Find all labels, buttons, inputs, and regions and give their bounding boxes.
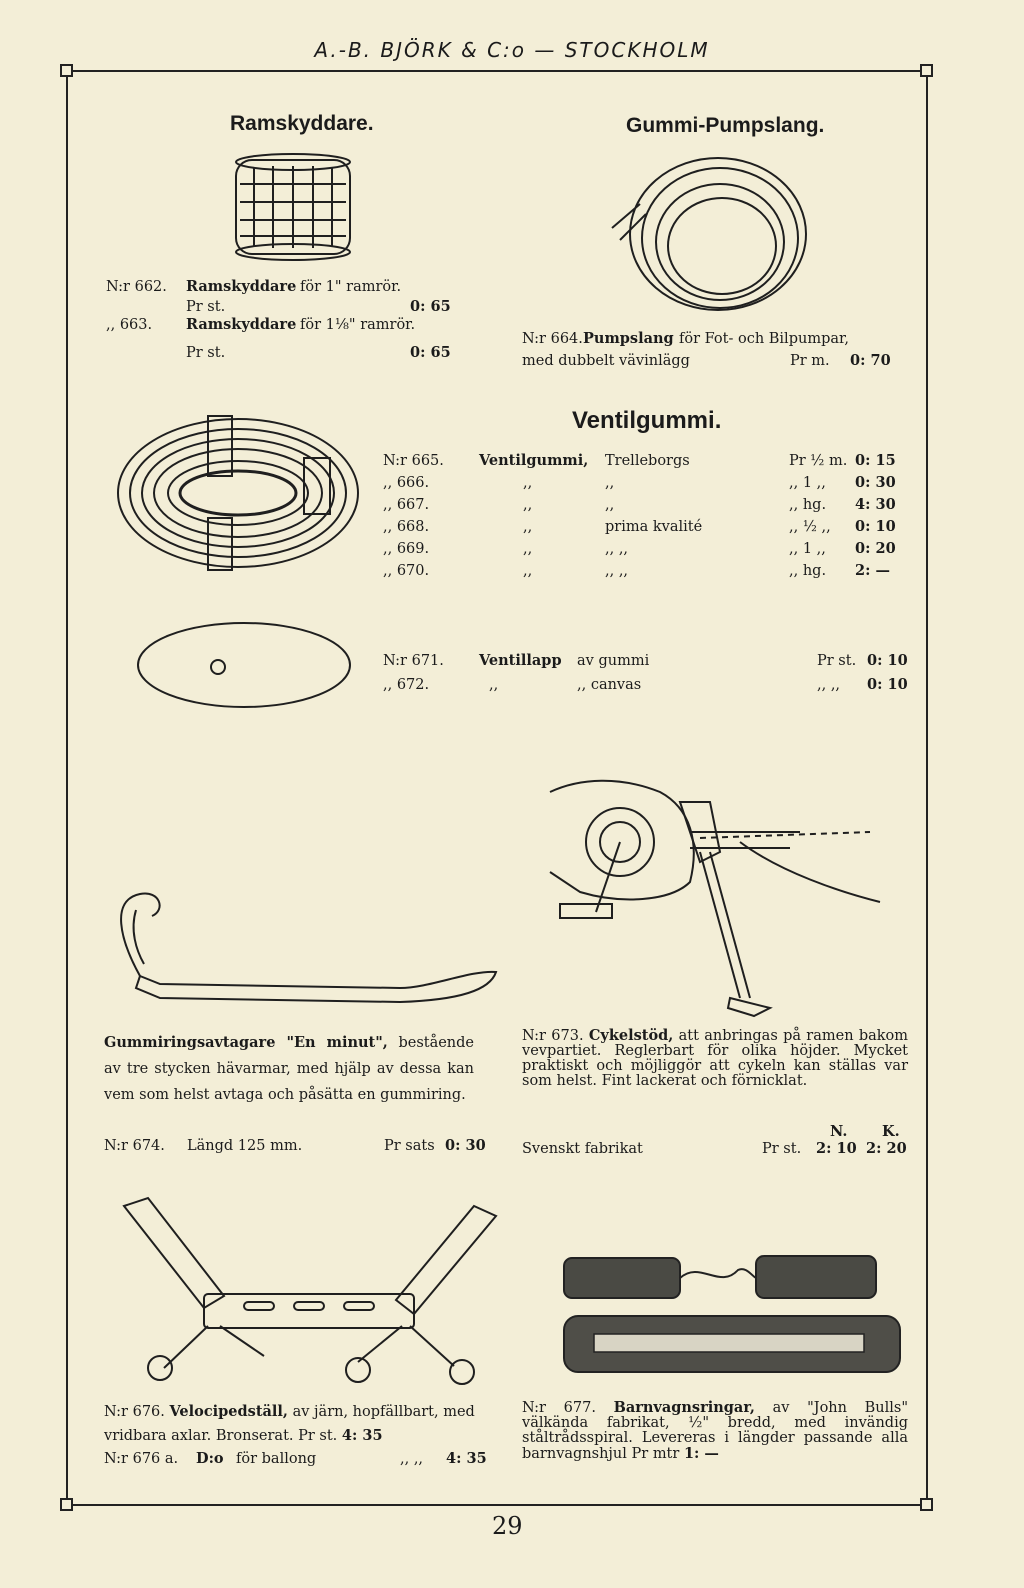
col-k-header: K.: [882, 1123, 900, 1140]
corner-ornament: [60, 64, 73, 77]
item-674-unit: Pr sats: [384, 1138, 435, 1154]
item-674-price: 0: 30: [445, 1137, 486, 1154]
section-title-pumpslang: Gummi-Pumpslang.: [626, 114, 825, 137]
row-672-desc: ,, canvas: [577, 677, 642, 693]
item-677-text: av "John Bulls" välkända fabrikat, ½" bredd, med invändig ståltrådsspiral. Levereras i längder passande alla barnvagnshjul: [522, 1400, 909, 1462]
item-673-unit: Pr st.: [762, 1141, 802, 1157]
row-668-unit: ,, ½ ,,: [789, 519, 831, 535]
row-668-nr: ,, 668.: [383, 519, 430, 535]
frame-top-rule: [66, 70, 926, 72]
corner-ornament: [920, 64, 933, 77]
page-header: A.-B. BJÖRK & C:o — STOCKHOLM: [314, 38, 710, 62]
item-674-nr: N:r 674.: [104, 1138, 165, 1154]
pump-hose-illustration: [600, 146, 840, 326]
item-677-price: 1: —: [683, 1445, 719, 1462]
item-676-nr: N:r 676.: [104, 1404, 165, 1420]
pram-tyre-illustration: [560, 1250, 910, 1380]
row-668-desc: prima kvalité: [605, 519, 703, 535]
row-665-price: 0: 15: [855, 452, 896, 469]
item-663-unit: Pr st.: [186, 345, 226, 361]
item-677-block: [522, 1400, 908, 1462]
item-674-block: [104, 1030, 474, 1108]
row-671-price: 0: 10: [867, 652, 908, 669]
frame-bottom-rule: [66, 1504, 926, 1506]
row-669-name: ,,: [523, 541, 533, 557]
frame-right-rule: [926, 70, 928, 1504]
row-665-unit: Pr ½ m.: [789, 453, 848, 469]
row-672-price: 0: 10: [867, 676, 908, 693]
section-title-ramskyddare: Ramskyddare.: [230, 112, 374, 135]
valve-rubber-coil-illustration: [108, 408, 368, 578]
item-663-nr: ,, 663.: [106, 317, 153, 333]
corner-ornament: [920, 1498, 933, 1511]
item-677-nr: N:r 677.: [522, 1400, 596, 1416]
item-664-nr: N:r 664.: [522, 331, 583, 347]
ramskyddare-illustration: [228, 152, 358, 262]
row-666-name: ,,: [523, 475, 533, 491]
row-670-name: ,,: [523, 563, 533, 579]
row-666-unit: ,, 1 ,,: [789, 475, 826, 491]
item-674-text: bestående av tre stycken hävarmar, med hjälp av dessa kan vem som helst avtaga och påsätta en gummiring.: [104, 1035, 475, 1103]
page-number: 29: [492, 1512, 523, 1540]
row-667-unit: ,, hg.: [789, 497, 827, 513]
row-665-desc: Trelleborgs: [605, 453, 690, 469]
tyre-lever-illustration: [100, 880, 510, 1010]
row-670-desc: ,, ,,: [605, 563, 629, 579]
item-673-description: [522, 1028, 908, 1089]
row-671-desc: av gummi: [577, 653, 650, 669]
row-668-price: 0: 10: [855, 518, 896, 535]
frame-left-rule: [66, 70, 68, 1504]
item-676a-name: D:o: [196, 1450, 224, 1467]
item-662-text: för 1" ramrör.: [300, 279, 402, 295]
row-670-unit: ,, hg.: [789, 563, 827, 579]
row-671-nr: N:r 671.: [383, 653, 444, 669]
item-673-nr: N:r 673.: [522, 1028, 584, 1044]
item-676a-unit: ,, ,,: [400, 1451, 424, 1467]
item-673-made: Svenskt fabrikat: [522, 1141, 643, 1157]
item-662-price: 0: 65: [410, 298, 451, 315]
item-663-name: Ramskyddare: [186, 316, 297, 333]
item-677-name: Barnvagnsringar,: [613, 1399, 755, 1416]
row-666-desc: ,,: [605, 475, 615, 491]
item-677-unit: Pr mtr: [631, 1446, 680, 1462]
row-672-unit: ,, ,,: [817, 677, 841, 693]
row-670-price: 2: —: [855, 562, 890, 579]
item-662-nr: N:r 662.: [106, 279, 167, 295]
valve-patch-illustration: [134, 620, 354, 710]
col-nk-header: N.: [830, 1123, 848, 1140]
row-665-nr: N:r 665.: [383, 453, 444, 469]
item-664-name: Pumpslang: [583, 330, 674, 347]
item-674-description: [104, 1030, 474, 1108]
item-674-length: Längd 125 mm.: [187, 1138, 303, 1154]
item-673-price-nk: 2: 10: [816, 1140, 857, 1157]
item-676-block: [104, 1400, 490, 1448]
row-672-name: ,,: [489, 677, 499, 693]
row-669-price: 0: 20: [855, 540, 896, 557]
item-664-text2: med dubbelt vävinlägg: [522, 353, 690, 369]
row-671-name: Ventillapp: [479, 652, 562, 669]
item-673-price-k: 2: 20: [866, 1140, 907, 1157]
row-667-price: 4: 30: [855, 496, 896, 513]
item-664-text: för Fot- och Bilpumpar,: [679, 331, 849, 347]
item-676-price: 4: 35: [341, 1427, 383, 1444]
item-663-text: för 1⅛" ramrör.: [300, 317, 416, 333]
bicycle-stand-frame-illustration: [104, 1196, 494, 1388]
item-663-price: 0: 65: [410, 344, 451, 361]
bicycle-stand-illustration: [540, 772, 890, 1022]
item-674-name: Gummiringsavtagare "En minut",: [104, 1034, 388, 1051]
item-664-price: 0: 70: [850, 352, 891, 369]
row-669-unit: ,, 1 ,,: [789, 541, 826, 557]
row-665-name: Ventilgummi,: [479, 452, 589, 469]
item-676-description: [104, 1400, 490, 1448]
row-672-nr: ,, 672.: [383, 677, 430, 693]
row-667-name: ,,: [523, 497, 533, 513]
item-676a-nr: N:r 676 a.: [104, 1451, 179, 1467]
item-676a-text: för ballong: [236, 1451, 317, 1467]
section-title-ventilgummi: Ventilgummi.: [572, 407, 722, 434]
item-662-unit: Pr st.: [186, 299, 226, 315]
item-676a-price: 4: 35: [446, 1450, 487, 1467]
row-669-desc: ,, ,,: [605, 541, 629, 557]
row-666-price: 0: 30: [855, 474, 896, 491]
item-676-name: Velocipedställ,: [169, 1403, 288, 1420]
row-667-nr: ,, 667.: [383, 497, 430, 513]
item-677-description: [522, 1400, 908, 1462]
row-670-nr: ,, 670.: [383, 563, 430, 579]
row-668-name: ,,: [523, 519, 533, 535]
item-673-block: [522, 1028, 908, 1089]
row-671-unit: Pr st.: [817, 653, 857, 669]
corner-ornament: [60, 1498, 73, 1511]
item-673-name: Cykelstöd,: [588, 1027, 674, 1044]
item-662-name: Ramskyddare: [186, 278, 297, 295]
item-673-text: att anbringas på ramen bakom vevpartiet. Reglerbart för olika höjder. Mycket praktiskt och möjliggör att cykeln kan ställas var som helst. Fint lackerat och förnicklat.: [522, 1028, 909, 1089]
row-669-nr: ,, 669.: [383, 541, 430, 557]
row-667-desc: ,,: [605, 497, 615, 513]
row-666-nr: ,, 666.: [383, 475, 430, 491]
item-664-unit: Pr m.: [790, 353, 830, 369]
item-676-text: av järn, hopfällbart, med vridbara axlar. Bronserat. Pr st.: [104, 1404, 475, 1444]
